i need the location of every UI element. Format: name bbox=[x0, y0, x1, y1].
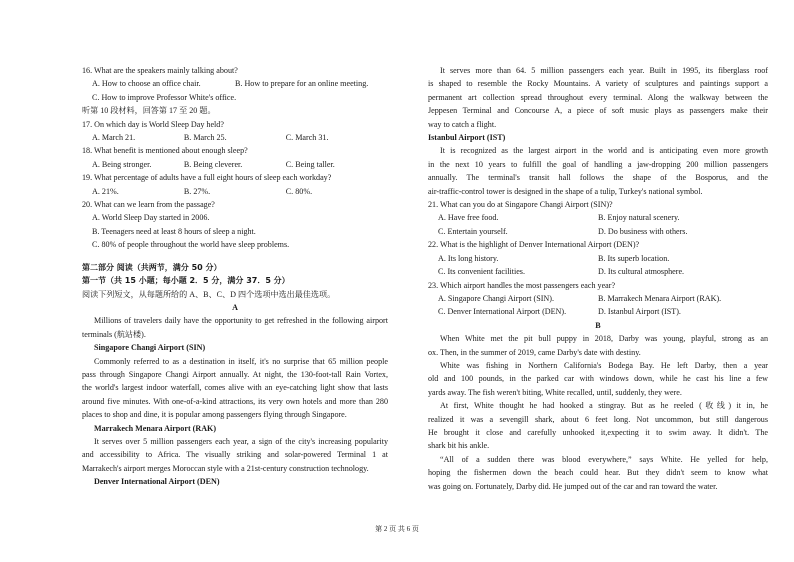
passage-b-label: B bbox=[595, 320, 601, 330]
q23-option-b[interactable]: B. Marrakech Menara Airport (RAK). bbox=[598, 293, 722, 303]
q20-option-c[interactable]: C. 80% of people throughout the world have sleep problems. bbox=[92, 240, 290, 250]
b-line-2: ox. Then, in the summer of 2019, came Darby's date with destiny. bbox=[428, 347, 641, 357]
ist-line-4: air-traffic-control tower is designed in the shape of a tulip, Turkey's national symbol. bbox=[428, 186, 703, 196]
q21-options-row-2 bbox=[428, 225, 768, 238]
q19-option-a[interactable]: A. 21%. bbox=[92, 186, 119, 196]
listen-note: 听第 10 段材料，回答第 17 至 20 题。 bbox=[82, 106, 216, 116]
q16-stem: 16. What are the speakers mainly talking about? bbox=[82, 66, 238, 75]
b-line-6: At first, White thought he had hooked a stingray. But as he reeled (收线) it in, he bbox=[440, 401, 768, 411]
q20-option-b[interactable]: B. Teenagers need at least 8 hours of sleep a night. bbox=[92, 226, 256, 236]
rak-line-1: It serves over 5 million passengers each year, a sign of the city's increasing popularity bbox=[94, 436, 388, 446]
q23-option-d[interactable]: D. Istanbul Airport (IST). bbox=[598, 307, 681, 317]
den-line-3: permanent art collection spread throughout every terminal. Along the walkway between the bbox=[428, 92, 768, 102]
b-line-4: old and 100 pounds, in the parked car with windows down, while he cast his line a few bbox=[428, 374, 768, 384]
sin-line-5: places to shop and dine, it is popular among passengers flying through Singapore. bbox=[82, 410, 347, 420]
rak-title: Marrakech Menara Airport (RAK) bbox=[94, 423, 217, 433]
intro-line-2: terminals (航站楼). bbox=[82, 329, 146, 339]
ist-line-3: annually. The terminal's transit hall follows the shape of the Bosporus, and the bbox=[428, 173, 768, 183]
b-line-7: realized it was a sevengill shark, about 6 feet long. Not uncommon, but still dangerous bbox=[428, 414, 768, 424]
q17-option-a[interactable]: A. March 21. bbox=[92, 133, 136, 143]
q22-option-d[interactable]: D. Its cultural atmosphere. bbox=[598, 267, 685, 277]
q23-options-row-2 bbox=[428, 305, 768, 318]
ist-line-1: It is recognized as the largest airport in the world and is anticipating even more growth bbox=[440, 146, 768, 156]
sin-title: Singapore Changi Airport (SIN) bbox=[94, 343, 206, 353]
q21-option-d[interactable]: D. Do business with others. bbox=[598, 226, 688, 236]
b-line-1: When White met the pit bull puppy in 2018, Darby was young, playful, strong as an bbox=[440, 334, 768, 344]
q23-stem: 23. Which airport handles the most passengers each year? bbox=[428, 280, 616, 290]
q23-option-a[interactable]: A. Singapore Changi Airport (SIN). bbox=[438, 293, 554, 303]
q19-option-b[interactable]: B. 27%. bbox=[183, 186, 211, 196]
sin-line-1: Commonly referred to as a destination in itself, it's no surprise that 65 million people bbox=[94, 356, 388, 366]
q22-options-row-1 bbox=[428, 252, 768, 265]
sin-line-3: the world's largest indoor waterfall, comes alive with an eye-catching light show that lasts bbox=[82, 383, 388, 393]
sin-line-2: pass through Singapore Changi Airport annually. At night, the 130-foot-tall Rain Vortex, bbox=[82, 369, 388, 379]
den-line-4: Jeppesen Terminal and Concourse A, a piece of soft music plays as passengers make their bbox=[428, 106, 768, 116]
intro-line-1: Millions of travelers daily have the opportunity to get refreshed in the following airport bbox=[94, 316, 388, 326]
den-line-2: is shaped to resemble the Rocky Mountains. A variety of sculptures and paintings support a bbox=[428, 79, 768, 89]
q19-stem: 19. What percentage of adults have a full eight hours of sleep each workday? bbox=[82, 173, 332, 183]
q22-stem: 22. What is the highlight of Denver International Airport (DEN)? bbox=[428, 240, 640, 250]
rak-line-3: Marrakech's airport merges Moroccan style with a 21st-century construction technology. bbox=[82, 463, 369, 473]
q21-option-a[interactable]: A. Have free food. bbox=[438, 213, 499, 223]
passage-a-label: A bbox=[232, 302, 238, 312]
b-line-11: hoping the fishermen down the beach could hear. But they didn't seem to know what bbox=[428, 468, 768, 478]
q23-options-row-1 bbox=[428, 292, 768, 305]
b-line-5: yards away. The fish weren't biting, White recalled, until, suddenly, they were. bbox=[428, 387, 682, 397]
q20-option-a[interactable]: A. World Sleep Day started in 2006. bbox=[92, 213, 210, 223]
q16-option-b[interactable]: B. How to prepare for an online meeting. bbox=[235, 79, 369, 89]
q19-option-c[interactable]: C. 80%. bbox=[285, 186, 313, 196]
q22-option-c[interactable]: C. Its convenient facilities. bbox=[438, 267, 525, 277]
q18-stem: 18. What benefit is mentioned about enough sleep? bbox=[82, 146, 248, 156]
reading-instructions: 阅读下列短文，从每题所给的 A、B、C、D 四个选项中选出最佳选项。 bbox=[82, 289, 336, 299]
q21-option-b[interactable]: B. Enjoy natural scenery. bbox=[598, 213, 680, 223]
part2-title: 第二部分 阅读（共两节，满分 50 分） bbox=[82, 262, 222, 272]
b-line-12: was going on. Fortunately, Darby did. He jumped out of the car and ran toward the water. bbox=[428, 481, 718, 491]
q22-option-b[interactable]: B. Its superb location. bbox=[598, 253, 670, 263]
q16-option-c[interactable]: C. How to improve Professor White's office. bbox=[92, 92, 237, 102]
b-line-8: He brought it close and carefully unhooked it,expecting it to swim away. It didn't. The bbox=[428, 427, 768, 437]
q17-option-b[interactable]: B. March 25. bbox=[183, 133, 227, 143]
right-column bbox=[428, 64, 768, 493]
b-line-9: shark bit his ankle. bbox=[428, 441, 490, 451]
ist-line-2: in the next 10 years to fulfill the goal of handling a jaw-dropping 200 million passengers bbox=[428, 159, 768, 169]
sin-line-4: around five minutes. With one-of-a-kind attractions, its very own hotels and more than 280 bbox=[82, 396, 388, 406]
q17-options bbox=[82, 131, 388, 144]
q18-option-c[interactable]: C. Being taller. bbox=[285, 159, 335, 169]
ist-title: Istanbul Airport (IST) bbox=[428, 133, 506, 143]
left-column bbox=[82, 64, 388, 489]
q17-option-c[interactable]: C. March 31. bbox=[285, 133, 329, 143]
b-line-10: “All of a sudden there was blood everywhere,” says White. He yelled for help, bbox=[440, 454, 768, 464]
q20-stem: 20. What can we learn from the passage? bbox=[82, 200, 215, 210]
q18-options bbox=[82, 158, 388, 171]
q21-options-row-1 bbox=[428, 211, 768, 224]
rak-line-2: and accessibility to Africa. The visually striking and solar-powered Terminal 1 at bbox=[82, 450, 388, 460]
den-title: Denver International Airport (DEN) bbox=[94, 477, 220, 487]
q16-option-a[interactable]: A. How to choose an office chair. bbox=[92, 79, 201, 89]
den-line-1: It serves more than 64. 5 million passengers each year. Built in 1995, its fiberglass roof bbox=[440, 66, 768, 75]
den-line-5: way to catch a flight. bbox=[428, 119, 497, 129]
q22-options-row-2 bbox=[428, 265, 768, 278]
q16-options bbox=[82, 77, 388, 90]
q18-option-a[interactable]: A. Being stronger. bbox=[92, 159, 152, 169]
q19-options bbox=[82, 185, 388, 198]
q22-option-a[interactable]: A. Its long history. bbox=[438, 253, 499, 263]
q18-option-b[interactable]: B. Being cleverer. bbox=[183, 159, 243, 169]
q21-option-c[interactable]: C. Entertain yourself. bbox=[438, 226, 508, 236]
q17-stem: 17. On which day is World Sleep Day held? bbox=[82, 119, 224, 129]
q21-stem: 21. What can you do at Singapore Changi Airport (SIN)? bbox=[428, 200, 613, 210]
page-number-footer: 第 2 页 共 6 页 bbox=[375, 525, 419, 533]
section1-title: 第一节（共 15 小题；每小题 2．5 分，满分 37．5 分） bbox=[82, 276, 290, 286]
q23-option-c[interactable]: C. Denver International Airport (DEN). bbox=[438, 307, 567, 317]
b-line-3: White was fishing in Northern California's Bodega Bay. He left Darby, then a year bbox=[440, 360, 768, 370]
